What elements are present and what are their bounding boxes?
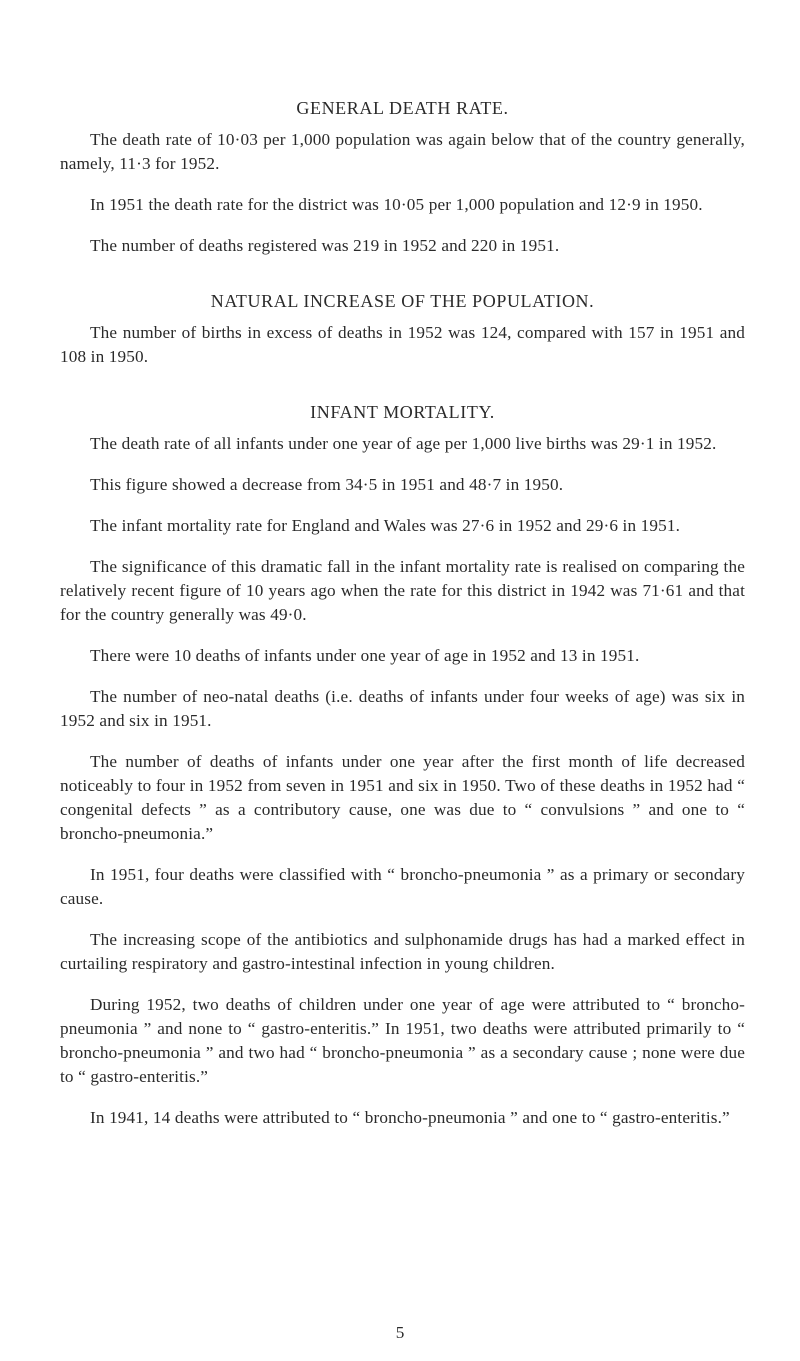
section-general-death-rate — [60, 96, 745, 258]
paragraph: In 1951 the death rate for the district was 10·05 per 1,000 population and 12·9 in 1950. — [90, 195, 703, 214]
page-number: 5 — [395, 1323, 405, 1342]
section-heading: NATURAL INCREASE OF THE POPULATION. — [210, 291, 595, 311]
paragraph: The number of neo-natal deaths (i.e. deaths of infants under four weeks of age) was six in 1952 and six in 1951. — [60, 687, 745, 730]
paragraph: In 1951, four deaths were classified with “ broncho-pneumonia ” as a primary or secondary cause. — [60, 865, 745, 908]
section-heading: INFANT MORTALITY. — [310, 402, 495, 422]
paragraph: The number of deaths registered was 219 in 1952 and 220 in 1951. — [90, 236, 560, 255]
section-infant-mortality — [60, 400, 745, 1130]
section-heading: GENERAL DEATH RATE. — [296, 98, 509, 118]
paragraph: The significance of this dramatic fall in the infant mortality rate is realised on comparing the relatively recent figure of 10 years ago when the rate for this district in 1942 was 71·61 and that for the country generally was 49·0. — [60, 557, 745, 624]
paragraph: The infant mortality rate for England and Wales was 27·6 in 1952 and 29·6 in 1951. — [90, 516, 681, 535]
paragraph: The increasing scope of the antibiotics and sulphonamide drugs has had a marked effect in curtailing respiratory and gastro-intestinal infection in young children. — [60, 930, 745, 973]
paragraph: This figure showed a decrease from 34·5 in 1951 and 48·7 in 1950. — [90, 475, 564, 494]
paragraph: The death rate of 10·03 per 1,000 population was again below that of the country generally, namely, 11·3 for 1952. — [60, 130, 745, 173]
paragraph: The number of births in excess of deaths in 1952 was 124, compared with 157 in 1951 and 108 in 1950. — [60, 323, 745, 366]
section-spacer — [60, 386, 745, 400]
paragraph: In 1941, 14 deaths were attributed to “ broncho-pneumonia ” and one to “ gastro-enteritis.” — [90, 1108, 730, 1127]
paragraph: During 1952, two deaths of children under one year of age were attributed to “ broncho-pneumonia ” and none to “ gastro-enteritis.” In 1951, two deaths were attributed primarily to “ broncho-pneumonia ” and two had “ broncho-pneumonia ” as a secondary cause ; none were due to “ gastro-enteritis.” — [60, 995, 745, 1086]
paragraph: The death rate of all infants under one year of age per 1,000 live births was 29·1 in 1952. — [90, 434, 717, 453]
section-spacer — [60, 275, 745, 289]
section-natural-increase — [60, 289, 745, 369]
paragraph: The number of deaths of infants under one year after the first month of life decreased noticeably to four in 1952 from seven in 1951 and six in 1950. Two of these deaths in 1952 had “ congenital defects ” as a contributory cause, one was due to “ convulsions ” and one to “ broncho-pneumonia.” — [60, 752, 745, 843]
paragraph: There were 10 deaths of infants under one year of age in 1952 and 13 in 1951. — [90, 646, 640, 665]
document-page — [60, 96, 745, 1147]
